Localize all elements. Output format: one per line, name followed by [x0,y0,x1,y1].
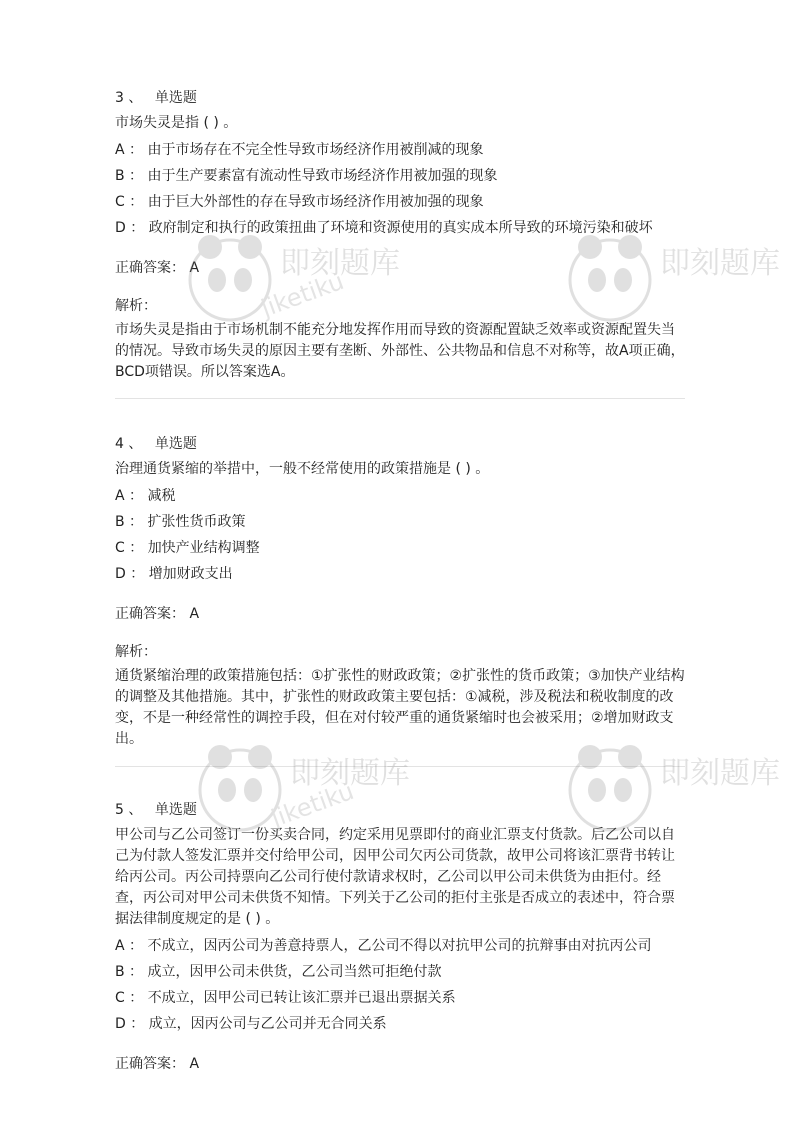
watermark-url: jiketiku [257,267,348,323]
analysis-label: 解析： [115,298,157,314]
option-b: B ： 扩张性货币政策 [115,514,246,530]
analysis-label: 解析： [115,644,157,660]
question-type: 单选题 [154,802,197,818]
option-text: 由于生产要素富有流动性导致市场经济作用被加强的现象 [147,168,498,184]
question-4 [115,434,685,750]
option-key: D [115,220,126,236]
question-number: 3 [115,90,124,106]
answer-value: A [189,1056,200,1072]
option-text: 由于巨大外部性的存在导致市场经济作用被加强的现象 [147,194,484,210]
question-separator: 、 [128,802,143,818]
question-header [115,800,685,820]
option-text: 由于市场存在不完全性导致市场经济作用被削减的现象 [147,142,484,158]
option-text: 不成立，因丙公司为善意持票人，乙公司不得以对抗甲公司的抗辩事由对抗丙公司 [147,938,652,954]
analysis-text: 市场失灵是指由于市场机制不能充分地发挥作用而导致的资源配置缺乏效率或资源配置失当的情况。导致市场失灵的原因主要有垄断、外部性、公共物品和信息不对称等，故A项正确，BCD项错误。所以答案选A。 [115,322,685,380]
option-key: B [115,514,125,530]
option-key: A [115,488,125,504]
option-key: D [115,566,126,582]
option-c: C ： 不成立，因甲公司已转让该汇票并已退出票据关系 [115,990,456,1006]
watermark-brand: 即刻题库 [660,246,780,281]
option-d: D ： 增加财政支出 [115,566,233,582]
option-key: C [115,194,125,210]
question-stem: 治理通货紧缩的举措中，一般不经常使用的政策措施是 ( ) 。 [115,461,490,477]
question-stem: 市场失灵是指 ( ) 。 [115,115,238,131]
question-header [115,88,685,108]
answer-value: A [189,260,200,276]
option-key: C [115,990,125,1006]
option-d: D ： 政府制定和执行的政策扭曲了环境和资源使用的真实成本所导致的环境污染和破坏 [115,220,653,236]
question-type: 单选题 [154,436,197,452]
option-a: A ： 由于市场存在不完全性导致市场经济作用被削减的现象 [115,142,484,158]
question-3 [115,88,685,383]
option-key: C [115,540,125,556]
option-text: 扩张性货币政策 [147,514,246,530]
option-text: 减税 [147,488,176,504]
option-a: A ： 减税 [115,488,176,504]
correct-answer [115,258,685,278]
option-b: B ： 由于生产要素富有流动性导致市场经济作用被加强的现象 [115,168,498,184]
option-key: A [115,938,125,954]
watermark-url: jiketiku [267,777,358,833]
option-text: 政府制定和执行的政策扭曲了环境和资源使用的真实成本所导致的环境污染和破坏 [148,220,653,236]
option-c: C ： 由于巨大外部性的存在导致市场经济作用被加强的现象 [115,194,484,210]
divider [115,398,685,399]
option-text: 加快产业结构调整 [147,540,260,556]
analysis-text: 通货紧缩治理的政策措施包括：①扩张性的财政政策；②扩张性的货币政策；③加快产业结构的调整及其他措施。其中，扩张性的财政政策主要包括：①减税，涉及税法和税收制度的改变，不是一种经常性的调控手段，但在对付较严重的通货紧缩时也会被采用；②增加财政支出。 [115,668,685,747]
question-number: 5 [115,802,124,818]
answer-value: A [189,606,200,622]
option-text: 不成立，因甲公司已转让该汇票并已退出票据关系 [147,990,456,1006]
option-b: B ： 成立，因甲公司未供货，乙公司当然可拒绝付款 [115,964,442,980]
option-text: 成立，因丙公司与乙公司并无合同关系 [148,1016,387,1032]
question-5 [115,800,685,1074]
option-a: A ： 不成立，因丙公司为善意持票人，乙公司不得以对抗甲公司的抗辩事由对抗丙公司 [115,938,652,954]
question-number: 4 [115,436,124,452]
question-separator: 、 [128,90,143,106]
question-type: 单选题 [154,90,197,106]
answer-label: 正确答案： [115,1056,185,1072]
option-c: C ： 加快产业结构调整 [115,540,260,556]
correct-answer [115,1054,685,1074]
divider [115,766,685,767]
question-stem: 甲公司与乙公司签订一份买卖合同，约定采用见票即付的商业汇票支付货款。后乙公司以自己为付款人签发汇票并交付给甲公司，因甲公司欠丙公司货款，故甲公司将该汇票背书转让给丙公司。丙公司持票向乙公司行使付款请求权时，乙公司以甲公司未供货为由拒付。经查，丙公司对甲公司未供货不知情。下列关于乙公司的拒付主张是否成立的表述中，符合票据法律制度规定的是 ( ) 。 [115,827,675,927]
option-text: 增加财政支出 [148,566,233,582]
option-key: B [115,168,125,184]
option-key: B [115,964,125,980]
option-key: D [115,1016,126,1032]
option-key: A [115,142,125,158]
watermark-brand: 即刻题库 [290,756,410,791]
answer-label: 正确答案： [115,606,185,622]
watermark-brand: 即刻题库 [280,246,400,281]
question-separator: 、 [128,436,143,452]
option-d: D ： 成立，因丙公司与乙公司并无合同关系 [115,1016,387,1032]
question-header [115,434,685,454]
correct-answer [115,604,685,624]
option-text: 成立，因甲公司未供货，乙公司当然可拒绝付款 [147,964,442,980]
watermark-brand: 即刻题库 [660,756,780,791]
answer-label: 正确答案： [115,260,185,276]
